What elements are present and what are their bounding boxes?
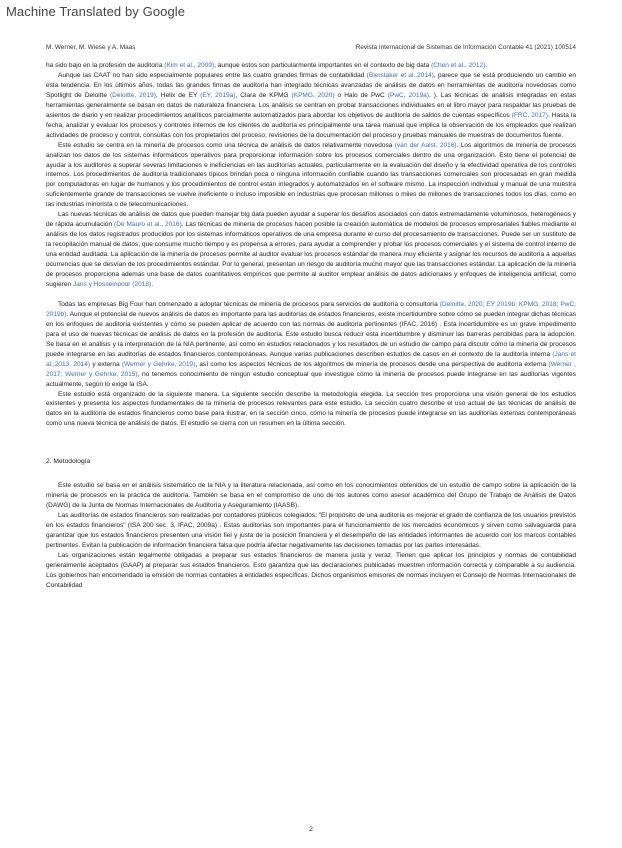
header-journal: Revista Internacional de Sistemas de Información Contable 41 (2021) 100514 xyxy=(355,44,576,51)
article-body xyxy=(46,61,576,591)
citation-link[interactable]: (FRC, 2017) xyxy=(511,111,548,119)
citation-link[interactable]: (van der Aalst, 2016) xyxy=(394,141,457,149)
section-heading-methodology: 2. Metodología xyxy=(46,458,91,466)
citation-link[interactable]: (De Mauro et al., 2016) xyxy=(114,221,182,229)
header-authors: M. Werner, M. Wiese y A. Maas xyxy=(46,44,136,51)
citation-link[interactable]: (Werner , 2017; Werner y Gehrke, 2015) xyxy=(46,360,576,378)
citation-link[interactable]: (Chen et al., 2012) xyxy=(431,62,486,69)
citation-link[interactable]: (Bierstaker et al.,2014) xyxy=(366,71,434,79)
citation-link[interactable]: (PwC, 2019a) xyxy=(387,91,429,99)
translation-banner: Machine Translated by Google xyxy=(6,4,186,19)
citation-link[interactable]: (KPMG, 2020) xyxy=(291,91,335,99)
citation-link[interactable]: (Deloitte, 2020; EY 2019b; KPMG, 2018; PwC, 2019b) xyxy=(46,300,576,318)
paragraph-7: Este estudio se basa en el análisis sistemático de la NIA y la literatura relacionada, así como en los conocimientos obtenidos de un estudio de campo sobre la aplicación de la minería de procesos en la práctica de auditoría. También se basa en el compromiso de uno de los autores como asesor académico del Grupo de Trabajo de Análisis de Datos (DAWG) de la Junta de Normas Internacionales de Auditoría y Aseguramiento (IAASB). xyxy=(46,482,576,510)
citation-link[interactable]: (Kim et al., 2009) xyxy=(164,62,215,69)
citation-link[interactable]: (Werner y Gehrke, 2019) xyxy=(121,360,196,368)
citation-link[interactable]: (Deloitte, 2019) xyxy=(109,91,156,99)
paragraph-3: Este estudio se centra en la minería de procesos como una técnica de análisis de datos relativamente novedosa (van der Aalst, 2016). Los algoritmos de minería de procesos analizan los datos de los sistemas informáticos operativos para proporcionar información sobre los procesos comerciales dentro de una organización. Esto tiene el potencial de ayudar a los auditores a superar severas limitaciones e ineficiencias en las auditorías actuales, particularmente en la evaluación del diseño y la efectividad operativa de los controles internos. Los procedimientos de auditoría tradicionales típicos brindan poca o ninguna información confiable cuando las transacciones comerciales son procesadas en gran medida por computadoras en lugar de humanos y los procedimientos de control están integrados y automatizados en el software mismo. La inspección individual y manual de una muestra suficientemente grande de transacciones se vuelve ineficiente o incluso imposible en industrias que procesan millones o miles de millones de transacciones todos los días, como en las industrias minorista o de telecomunicaciones. xyxy=(46,141,576,209)
paragraph-6: Este estudio está organizado de la siguiente manera. La siguiente sección describe la metodología elegida. La sección tres proporciona una visión general de los estudios existentes y presenta los aspectos fundamentales de la minería de procesos relevantes para este estudio. La sección cuatro describe el uso actual de las técnicas de análisis de datos en la auditoría de estados financieros como base para ilustrar, en la sección cinco, cómo la minería de procesos puede integrarse en las auditorías externas contemporáneas como una nueva técnica de análisis de datos. El estudio se cierra con un resumen en la última sección. xyxy=(46,390,576,428)
citation-link[interactable]: Jans y Hosseinpour (2018) xyxy=(72,280,152,288)
paragraph-2: Aunque las CAAT no han sido especialmente populares entre las cuatro grandes firmas de contabilidad (Bierstaker et al.,2014), parece que se está produciendo un cambio en esta tendencia. En los últimos años, todas las grandes firmas de auditoría han integrado técnicas avanzadas de análisis de datos en herramientas de auditoría novedosas como Spotlight de Deloitte (Deloitte, 2019), Helix de EY (EY, 2019a), Clara de KPMG (KPMG, 2020) o Halo de PwC (PwC, 2019a). ). Las técnicas de análisis integradas en estas herramientas generalmente se basan en datos de naturaleza financiera. Los análisis se centran en probar transacciones individuales en el libro mayor para respaldar las pruebas de asientos de diario y en realizar procedimientos analíticos parcialmente automatizados para abordar los objetivos de auditoría de saldos de cuentas específicos (FRC, 2017). Hasta la fecha, analizar y evaluar los procesos y controles internos de los clientes de auditoría es principalmente una tarea manual que implica la observación de los empleados que realizan actividades de proceso y control, consultas con los propietarios del proceso, revisiones de la documentación del proceso y pruebas manuales de muestras de documentos fuente. xyxy=(46,71,577,139)
citation-link[interactable]: (Jans et al.,2013, 2014) xyxy=(46,350,576,368)
paragraph-1: ha sido bajo en la profesión de auditoría (Kim et al., 2009), aunque estos son particularmente importantes en el contexto de big data (Chen et al., 2012). xyxy=(46,62,488,69)
paragraph-8: Las auditorías de estados financieros son realizadas por contadores públicos colegiados: "El propósito de una auditoría es mejorar el grado de confianza de los usuarios previstos en los estados financieros" (ISA 200 sec. 3, IFAC, 2009a) . Estas auditorías son importantes para el funcionamiento de los mercados económicos y sirven como salvaguarda para garantizar que los estados financieros presenten una visión fiel y justa de la posición financiera y el desempeño de las entidades informantes de acuerdo con los marcos contables pertinentes. Evitan la publicación de información financiera falsa que podría afectar negativamente las decisiones tomadas por las partes interesadas. xyxy=(46,512,576,549)
paragraph-5: Todas las empresas Big Four han comenzado a adoptar técnicas de minería de procesos para servicios de auditoría o consultoría (Deloitte, 2020; EY 2019b; KPMG, 2018; PwC, 2019b). Aunque el potencial de nuevos análisis de datos es importante para las auditorías de estados financieros, existe incertidumbre sobre cómo se pueden integrar dichas técnicas en los enfoques de auditoría existentes y cómo se pueden aplicar de acuerdo con las normas de auditoría pertinentes (IFAC, 2016) . Esta incertidumbre es un grave impedimento para el uso de nuevas técnicas de análisis de datos en la profesión de auditoría. Este estudio busca reducir esta incertidumbre y disminuir las barreras percibidas para la adopción. Se basa en el análisis y la interpretación de la NIA pertinente, así como en estudios relacionados y los resultados de un estudio de campo para discutir cómo la minería de procesos puede integrarse en las auditorías de estados financieros contemporáneas. Aunque varias publicaciones describen estudios de casos en el contexto de la auditoría interna (Jans et al.,2013, 2014) y externa (Werner y Gehrke, 2019), así como los aspectos técnicos de los algoritmos de minería de procesos desde una perspectiva de auditoría externa (Werner , 2017; Werner y Gehrke, 2015), no tenemos conocimiento de ningún estudio conceptual que investigue cómo la minería de procesos puede integrarse en las auditorías vigentes actualmente, según lo exige la ISA. xyxy=(46,300,576,388)
running-header xyxy=(46,44,576,51)
page-number: 2 xyxy=(309,826,313,833)
paragraph-9: Las organizaciones están legalmente obligadas a preparar sus estados financieros de manera justa y veraz. Tienen que aplicar los principios y normas de contabilidad generalmente aceptados (GAAP) al preparar sus estados financieros. Esto garantiza que las declaraciones publicadas muestren información correcta y comparable a su audiencia. Los gobiernos han encomendado la emisión de normas contables a entidades específicas. Dichos organismos emisores de normas incluyen el Consejo de Normas Internacionales de Contabilidad xyxy=(46,551,576,589)
citation-link[interactable]: (EY, 2019a) xyxy=(200,91,236,99)
paragraph-4: Las nuevas técnicas de análisis de datos que pueden manejar big data pueden ayudar a superar los desafíos asociados con datos extremadamente voluminosos, heterogéneos y de rápida acumulación (De Mauro et al., 2016). Las técnicas de minería de procesos hacen posible la creación automática de modelos de procesos empresariales fiables mediante el análisis de los datos registrados producidos por los sistemas informáticos operativos de una empresa durante el curso del procesamiento de transacciones. Puede ser un sustituto de la recopilación manual de datos, que consume mucho tiempo y es propensa a errores, para ayudar a comprender y probar los procesos comerciales y el sistema de control interno de una entidad auditada. La aplicación de la minería de procesos permite al auditor evaluar los procesos estándar de manera muy eficiente y asignar los recursos de auditoría a aquellas ocurrencias que se desvían de los procedimientos estándar. Por lo general, presentan un riesgo de auditoría mucho mayor que las transacciones estándar. La aplicación de la minería de procesos proporciona además una base de datos cuantitativos empíricos que permite al auditor emplear análisis de datos adicionales y enfoques de inteligencia artificial, como sugieren Jans y Hosseinpour (2018). xyxy=(46,211,576,288)
